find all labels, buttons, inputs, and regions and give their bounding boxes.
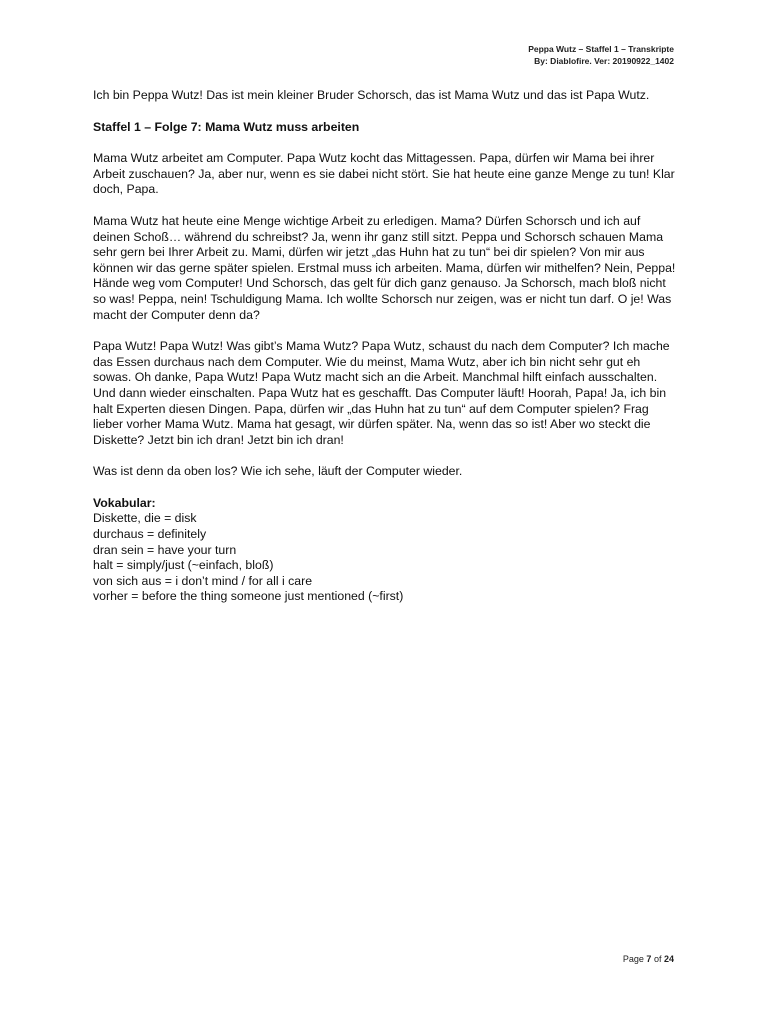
page-total: 24: [663, 954, 674, 964]
transcript-paragraph-2: Mama Wutz hat heute eine Menge wichtige Arbeit zu erledigen. Mama? Dürfen Schorsch und ich auf deinen Schoß… während du schreibst? Ja, wenn ihr ganz still sitzt. Peppa und Schorsch schauen Mama sehr gern bei Ihrer Arbeit zu. Mami, dürfen wir jetzt „das Huhn hat zu tun“ bei dir spielen? Von mir aus können wir das gerne später spielen. Erstmal muss ich arbeiten. Mama, dürfen wir mithelfen? Nein, Peppa! Hände weg vom Computer! Und Schorsch, das gelt für dich ganz genauso. Ja Schorsch, mach bloß nicht so was! Peppa, nein! Tschuldigung Mama. Ich wollte Schorsch nur zeigen, was er nicht tun darf. O je! Was macht der Computer denn da?: [93, 213, 676, 322]
document-header: [528, 43, 674, 67]
document-body: [93, 88, 679, 605]
page-word: Page: [622, 954, 644, 964]
header-series-title: Peppa Wutz – Staffel 1 – Transkripte: [528, 44, 674, 54]
header-author-version: By: Diablofire. Ver: 20190922_1402: [534, 56, 674, 66]
transcript-paragraph-4: Was ist denn da oben los? Wie ich sehe, läuft der Computer wieder.: [93, 464, 463, 479]
vocabulary-item: Diskette, die = disk: [93, 511, 197, 526]
vocabulary-heading: Vokabular:: [93, 495, 156, 510]
vocabulary-list: [93, 511, 679, 605]
page-number: 7: [646, 954, 652, 964]
episode-title: Staffel 1 – Folge 7: Mama Wutz muss arbeiten: [93, 119, 360, 134]
vocabulary-item: halt = simply/just (~einfach, bloß): [93, 558, 274, 573]
intro-line: Ich bin Peppa Wutz! Das ist mein kleiner Bruder Schorsch, das ist Mama Wutz und das ist Papa Wutz.: [93, 88, 650, 102]
vocabulary-item: durchaus = definitely: [93, 527, 207, 542]
vocabulary-item: von sich aus = i don’t mind / for all i care: [93, 573, 313, 588]
vocabulary-item: vorher = before the thing someone just mentioned (~first): [93, 589, 404, 604]
page-footer: [623, 954, 674, 964]
vocabulary-section: [93, 496, 679, 605]
transcript-paragraph-3: Papa Wutz! Papa Wutz! Was gibt’s Mama Wutz? Papa Wutz, schaust du nach dem Computer? Ich mache das Essen durchaus nach dem Computer. Wie du meinst, Mama Wutz, aber ich bin nicht sehr gut eh sowas. Oh danke, Papa Wutz! Papa Wutz macht sich an die Arbeit. Manchmal hilft einfach ausschalten. Und dann wieder einschalten. Papa Wutz hat es geschafft. Das Computer läuft! Hoorah, Papa! Ja, ich bin halt Experten diesen Dingen. Papa, dürfen wir „das Huhn hat zu tun“ auf dem Computer spielen? Frag lieber vorher Mama Wutz. Mama hat gesagt, wir dürfen später. Na, wenn das so ist! Aber wo steckt die Diskette? Jetzt bin ich dran! Jetzt bin ich dran!: [93, 339, 670, 447]
of-word: of: [653, 954, 662, 964]
vocabulary-item: dran sein = have your turn: [93, 542, 237, 557]
transcript-paragraph-1: Mama Wutz arbeitet am Computer. Papa Wutz kocht das Mittagessen. Papa, dürfen wir Mama bei ihrer Arbeit zuschauen? Ja, aber nur, wenn es sie dabei nicht stört. Sie hat heute eine ganze Menge zu tun! Klar doch, Papa.: [93, 151, 675, 197]
